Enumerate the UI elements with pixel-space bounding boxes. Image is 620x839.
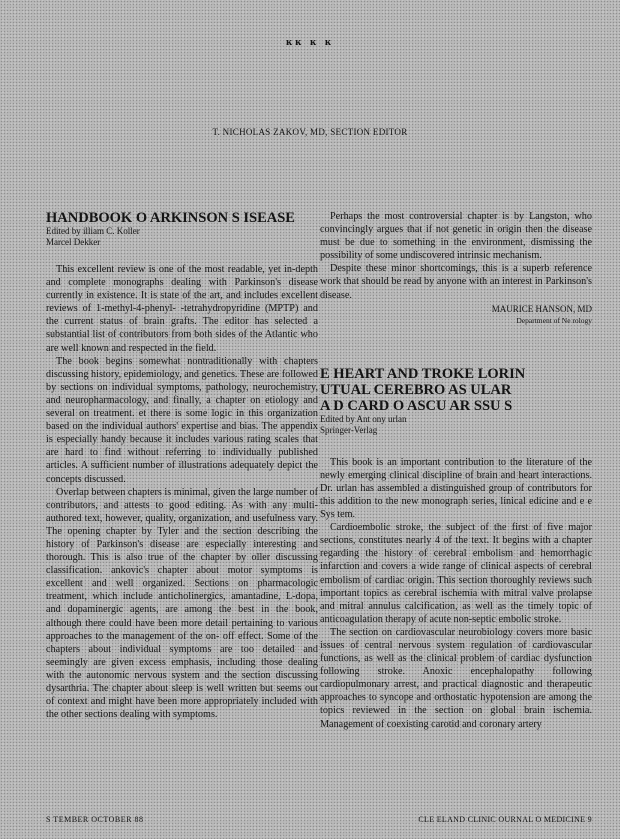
- review-paragraph: This excellent review is one of the most readable, yet in-depth and complete monographs dealing with Parkinson's disease currently in existence. It is state of the art, and includes excellent reviews of 1-methyl-4-phenyl- -tetrahydropyridine (MPTP) and the current status of brain grafts. The editor has selected a substantial list of contributors from both sides of the Atlantic who are well known and respected in the field.: [46, 264, 318, 354]
- review-paragraph: Perhaps the most controversial chapter is by Langston, who convincingly argues that if not genetic in origin then the disease must be due to something in the environment, dismissing the possibility of some undiscovered intrinsic mechanism.: [320, 211, 592, 262]
- reviewer-name: MAURICE HANSON, MD: [491, 303, 592, 314]
- review-publisher: Marcel Dekker: [46, 237, 101, 247]
- review-paragraph: The book begins somewhat nontraditionally with chapters discussing history, epidemiology, and genetics. These are followed by sections on individual symptoms, pathology, neurochemistry, and neuropharmacology, and finally, a chapter on etiology and several on treatment. et there is some logic in this organization based on the individual authors' expertise and bias. The appendix is especially handy because it includes various rating scales that are hard to find without referring to individually published articles. A sufficient number of illustrations adequately depict the concepts discussed.: [46, 355, 318, 485]
- review-editor: Edited by illiam C. Koller: [46, 226, 140, 236]
- page-header-mark: ĸĸ ĸ ĸ: [286, 36, 334, 48]
- review-paragraph: The section on cardiovascular neurobiology covers more basic issues of central nervous system regulation of cardiovascular functions, as well as the clinical problem of cardiac dysfunction following stroke. Anoxic encephalopathy following cardiopulmonary arrest, and practical diagnostic and therapeutic approaches to syncope and orthostatic hypotension are among the topics reviewed in the section on global brain ischemia. Management of coexisting carotid and coronary artery: [320, 626, 592, 730]
- review-editor: Edited by Ant ony urlan: [320, 413, 407, 424]
- review-paragraph: Overlap between chapters is minimal, given the large number of contributors, and attests to good editing. As with any multi-authored text, however, quality, organization, and usefulness vary. The opening chapter by Tyler and the section describing the history of Parkinson's disease are especially interesting and thorough. This is also true of the chapter by oller discussing classification. ankovic's chapter about motor symptoms is excellent and well organized. Sections on pharmacologic treatment, which include anticholinergics, amantadine, L-dopa, and dopaminergic agents, are among the best in the book, although there could have been more detail pertaining to various approaches to the management of the on- off effect. Some of the chapters about individual symptoms are too detailed and seemingly are given excess emphasis, including those dealing with the autonomic nervous system and the section discussing dysarthria. The chapter about sleep is well written but seems out of context and might have been more appropriately included with the other sections dealing with symptoms.: [46, 486, 318, 721]
- review-title-line: E HEART AND TROKE LORIN: [320, 365, 526, 382]
- review-paragraph: This book is an important contribution to the literature of the newly emerging clinical discipline of brain and heart interactions. Dr. urlan has assembled a distinguished group of contributors for this addition to the new monograph series, linical edicine and e e Sys tem.: [320, 456, 592, 521]
- review-title-heart-stroke: [320, 366, 592, 414]
- review-paragraph: Despite these minor shortcomings, this is a superb reference work that should be read by anyone with an interest in Parkinson's disease.: [320, 263, 592, 301]
- review-paragraph: Cardioembolic stroke, the subject of the first of five major sections, constitutes nearly 4 of the text. It begins with a chapter regarding the history of cerebral embolism and hemorrhagic infarction and covers a wide range of clinical aspects of cerebral embolism of cardiac origin. This section thoroughly reviews such important topics as cerebral ischemia with mitral valve prolapse and mitral annulus calcification, as well as the timely topic of anticoagulation therapy of acute non-septic embolic stroke.: [320, 522, 592, 625]
- reviewer-department: Department of Ne rology: [516, 315, 592, 325]
- footer-journal-page: CLE ELAND CLINIC OURNAL O MEDICINE 9: [418, 815, 592, 824]
- section-editor: T. NICHOLAS ZAKOV, MD, SECTION EDITOR: [212, 127, 408, 137]
- review-title-line: A D CARD O ASCU AR SSU S: [320, 397, 513, 414]
- review-title-line: UTUAL CEREBRO AS ULAR: [320, 381, 512, 398]
- footer-issue-date: S TEMBER OCTOBER 88: [46, 815, 144, 824]
- review-title-handbook: HANDBOOK O ARKINSON S ISEASE: [46, 210, 295, 226]
- review-publisher: Springer-Verlag: [320, 424, 378, 435]
- left-column: [46, 210, 318, 721]
- right-column: [320, 210, 592, 731]
- reviewer-signature: [320, 304, 592, 326]
